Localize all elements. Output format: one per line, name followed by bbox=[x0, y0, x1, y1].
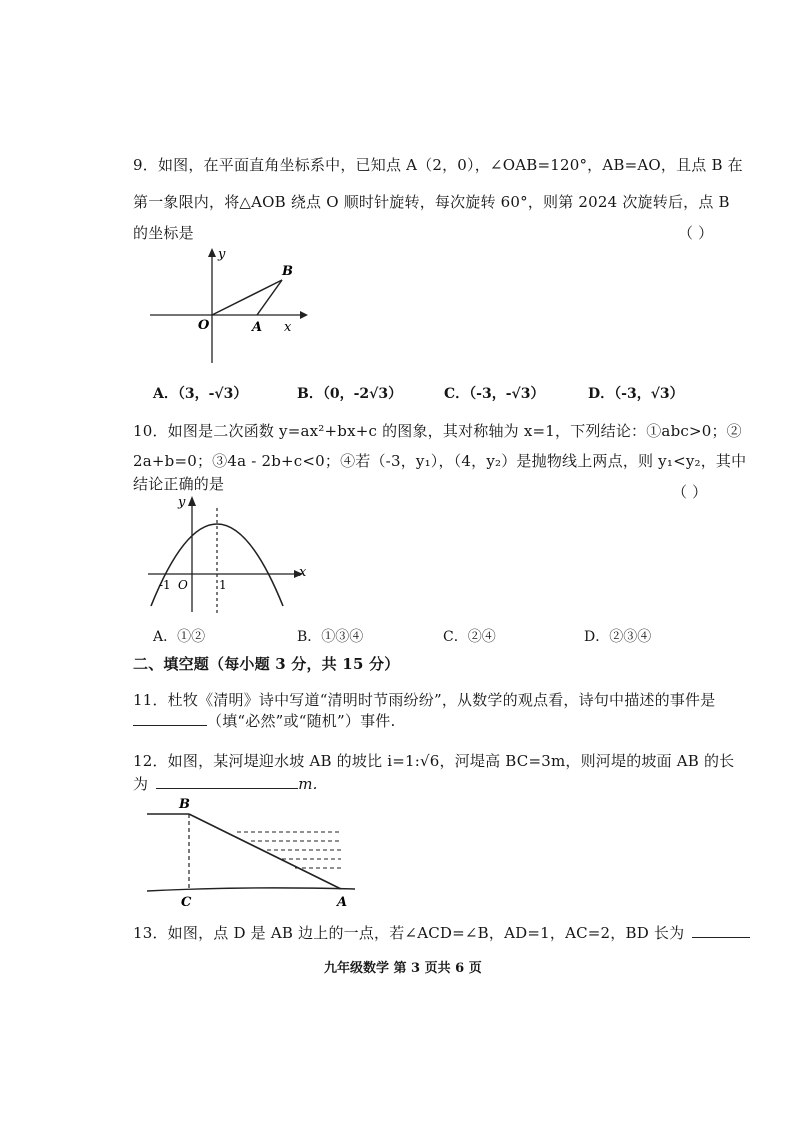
q10-option-c: C．②④ bbox=[443, 629, 496, 645]
q10-answer-paren: （ ） bbox=[672, 483, 708, 501]
q12-slope-ab bbox=[189, 814, 341, 889]
q12-base-line bbox=[147, 888, 355, 891]
q9-line2: 第一象限内，将△AOB 绕点 O 顺时针旋转，每次旋转 60°，则第 2024 次旋转后，点 B bbox=[133, 193, 730, 211]
q9-o-label: O bbox=[198, 318, 210, 333]
q13-answer-blank[interactable] bbox=[692, 923, 750, 938]
q11-line1: 11．杜牧《清明》诗中写道“清明时节雨纷纷”，从数学的观点看，诗句中描述的事件是 bbox=[133, 691, 716, 709]
q11-line2: （填“必然”或“随机”）事件. bbox=[207, 712, 396, 730]
q10-option-a: A．①② bbox=[153, 629, 206, 645]
page-footer: 九年级数学 第 3 页共 6 页 bbox=[324, 961, 482, 976]
q12-a-label: A bbox=[337, 895, 348, 909]
q10-y-arrow bbox=[188, 496, 196, 506]
q10-neg1-label: -1 bbox=[159, 578, 171, 592]
q9-coordinate-figure bbox=[150, 245, 310, 365]
q12-b-label: B bbox=[179, 797, 190, 812]
section2-title: 二、填空题（每小题 3 分，共 15 分） bbox=[133, 655, 400, 673]
q9-x-label: x bbox=[284, 320, 292, 335]
q10-x-label: x bbox=[299, 565, 307, 580]
q10-option-b: B．①③④ bbox=[297, 629, 364, 645]
q11-line2-row bbox=[133, 710, 395, 731]
q10-line2: 2a+b=0；③4a - 2b+c<0；④若（-3，y₁），（4，y₂）是抛物线上两点，则 y₁<y₂，其中 bbox=[133, 452, 747, 470]
q10-line1: 10．如图是二次函数 y=ax²+bx+c 的图象，其对称轴为 x=1，下列结论：①abc>0；② bbox=[133, 422, 742, 440]
q12-line2-row bbox=[133, 773, 318, 794]
q13-line1: 13．如图，点 D 是 AB 边上的一点，若∠ACD=∠B，AD=1，AC=2，BD 长为 bbox=[133, 924, 685, 942]
q10-one-label: 1 bbox=[219, 578, 227, 592]
q10-option-d: D．②③④ bbox=[584, 629, 652, 645]
q9-line1: 9．如图，在平面直角坐标系中，已知点 A（2，0），∠OAB=120°，AB=AO，且点 B 在 bbox=[133, 156, 743, 174]
q9-segment-ab bbox=[257, 280, 282, 315]
q9-b-label: B bbox=[282, 264, 293, 279]
q9-answer-paren: （ ） bbox=[678, 224, 714, 242]
q9-option-b: B．（0，-2√3） bbox=[297, 386, 403, 402]
q9-y-label: y bbox=[218, 247, 226, 262]
q12-line2-prefix: 为 bbox=[133, 775, 149, 793]
q12-line1: 12．如图，某河堤迎水坡 AB 的坡比 i=1:√6，河堤高 BC=3m，则河堤的坡面 AB 的长 bbox=[133, 752, 735, 770]
q9-segment-ob bbox=[212, 280, 282, 315]
q12-c-label: C bbox=[181, 895, 192, 909]
q9-option-d: D．（-3，√3） bbox=[588, 386, 684, 402]
q10-line3: 结论正确的是 bbox=[133, 475, 225, 493]
q10-y-label: y bbox=[178, 495, 186, 510]
q10-o-label: O bbox=[178, 578, 188, 592]
q13-line1-row bbox=[133, 922, 750, 943]
q9-x-arrow bbox=[300, 311, 308, 319]
q12-embankment-figure bbox=[145, 794, 360, 909]
q9-y-arrow bbox=[208, 248, 216, 257]
q11-answer-blank[interactable] bbox=[133, 711, 207, 726]
q9-a-label: A bbox=[252, 320, 263, 335]
q12-answer-blank[interactable] bbox=[156, 774, 298, 789]
q10-parabola-figure bbox=[148, 494, 313, 614]
q9-line3: 的坐标是 bbox=[133, 224, 194, 242]
q9-option-c: C．（-3，-√3） bbox=[444, 386, 545, 402]
q9-option-a: A．（3，-√3） bbox=[153, 386, 248, 402]
q12-line2-suffix: m. bbox=[298, 775, 318, 793]
